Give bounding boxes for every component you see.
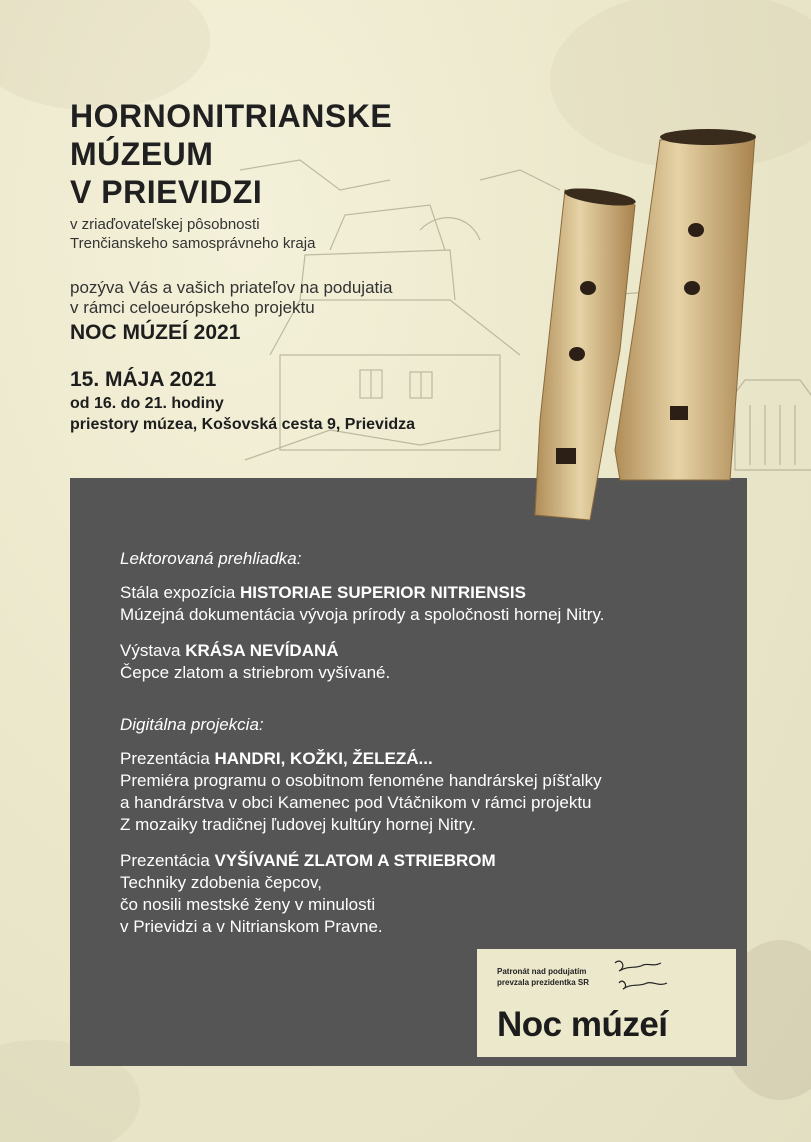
program-content bbox=[120, 548, 720, 938]
noc-muzei-badge bbox=[477, 949, 736, 1057]
museum-title-line: MÚZEUM bbox=[70, 136, 214, 172]
event-place: priestory múzea, Košovská cesta 9, Prievidza bbox=[70, 416, 416, 433]
exhibition-description: Čepce zlatom a striebrom vyšívané. bbox=[120, 663, 391, 682]
exhibition-permanent bbox=[120, 582, 720, 604]
presentation-title bbox=[120, 748, 720, 770]
exhibition-temporary bbox=[120, 640, 720, 662]
event-details bbox=[70, 367, 415, 435]
presentation-description: Premiéra programu o osobitnom fenoméne handrárskej píšťalky bbox=[120, 771, 602, 790]
signature-icon bbox=[609, 953, 671, 997]
exhibition-name: HISTORIAE SUPERIOR NITRIENSIS bbox=[240, 583, 526, 602]
presentation-prefix: Prezentácia bbox=[120, 749, 215, 768]
presentation-description: a handrárstva v obci Kamenec pod Vtáčnikom v rámci projektu bbox=[120, 793, 592, 812]
exhibition-name: KRÁSA NEVÍDANÁ bbox=[185, 641, 339, 660]
patronage-text bbox=[497, 966, 589, 988]
museum-subtitle: Trenčianskeho samosprávneho kraja bbox=[70, 235, 316, 252]
event-name: NOC MÚZEÍ 2021 bbox=[70, 321, 241, 344]
presentation-description: Z mozaiky tradičnej ľudovej kultúry hornej Nitry. bbox=[120, 815, 477, 834]
presentation-description: Techniky zdobenia čepcov, bbox=[120, 873, 322, 892]
exhibition-prefix: Stála expozícia bbox=[120, 583, 241, 602]
invitation bbox=[70, 278, 393, 346]
museum-title-line: V PRIEVIDZI bbox=[70, 174, 263, 210]
presentation-name: HANDRI, KOŽKI, ŽELEZÁ... bbox=[214, 749, 433, 768]
noc-muzei-logo: Noc múzeí bbox=[497, 1005, 668, 1044]
digital-projection-heading: Digitálna projekcia: bbox=[120, 715, 264, 734]
patronage-line: Patronát nad podujatím bbox=[497, 967, 587, 976]
exhibition-prefix: Výstava bbox=[120, 641, 186, 660]
event-date: 15. MÁJA 2021 bbox=[70, 368, 217, 391]
guided-tour-heading: Lektorovaná prehliadka: bbox=[120, 549, 302, 568]
presentation-name: VYŠÍVANÉ ZLATOM A STRIEBROM bbox=[214, 851, 496, 870]
museum-title-line: HORNONITRIANSKE bbox=[70, 98, 393, 134]
patronage-line: prevzala prezidentka SR bbox=[497, 978, 590, 987]
exhibition-description: Múzejná dokumentácia vývoja prírody a spoločnosti hornej Nitry. bbox=[120, 605, 605, 624]
presentation-description: čo nosili mestské ženy v minulosti bbox=[120, 895, 376, 914]
invitation-line: v rámci celoeurópskeho projektu bbox=[70, 298, 315, 317]
presentation-description: v Prievidzi a v Nitrianskom Pravne. bbox=[120, 917, 383, 936]
invitation-line: pozýva Vás a vašich priateľov na podujatia bbox=[70, 278, 393, 297]
large-pipe bbox=[615, 129, 756, 480]
presentation-prefix: Prezentácia bbox=[120, 851, 215, 870]
museum-header bbox=[70, 97, 392, 253]
event-time: od 16. do 21. hodiny bbox=[70, 395, 224, 412]
presentation-title bbox=[120, 850, 720, 872]
museum-subtitle: v zriaďovateľskej pôsobnosti bbox=[70, 216, 260, 233]
pipe-illustration bbox=[530, 120, 770, 530]
